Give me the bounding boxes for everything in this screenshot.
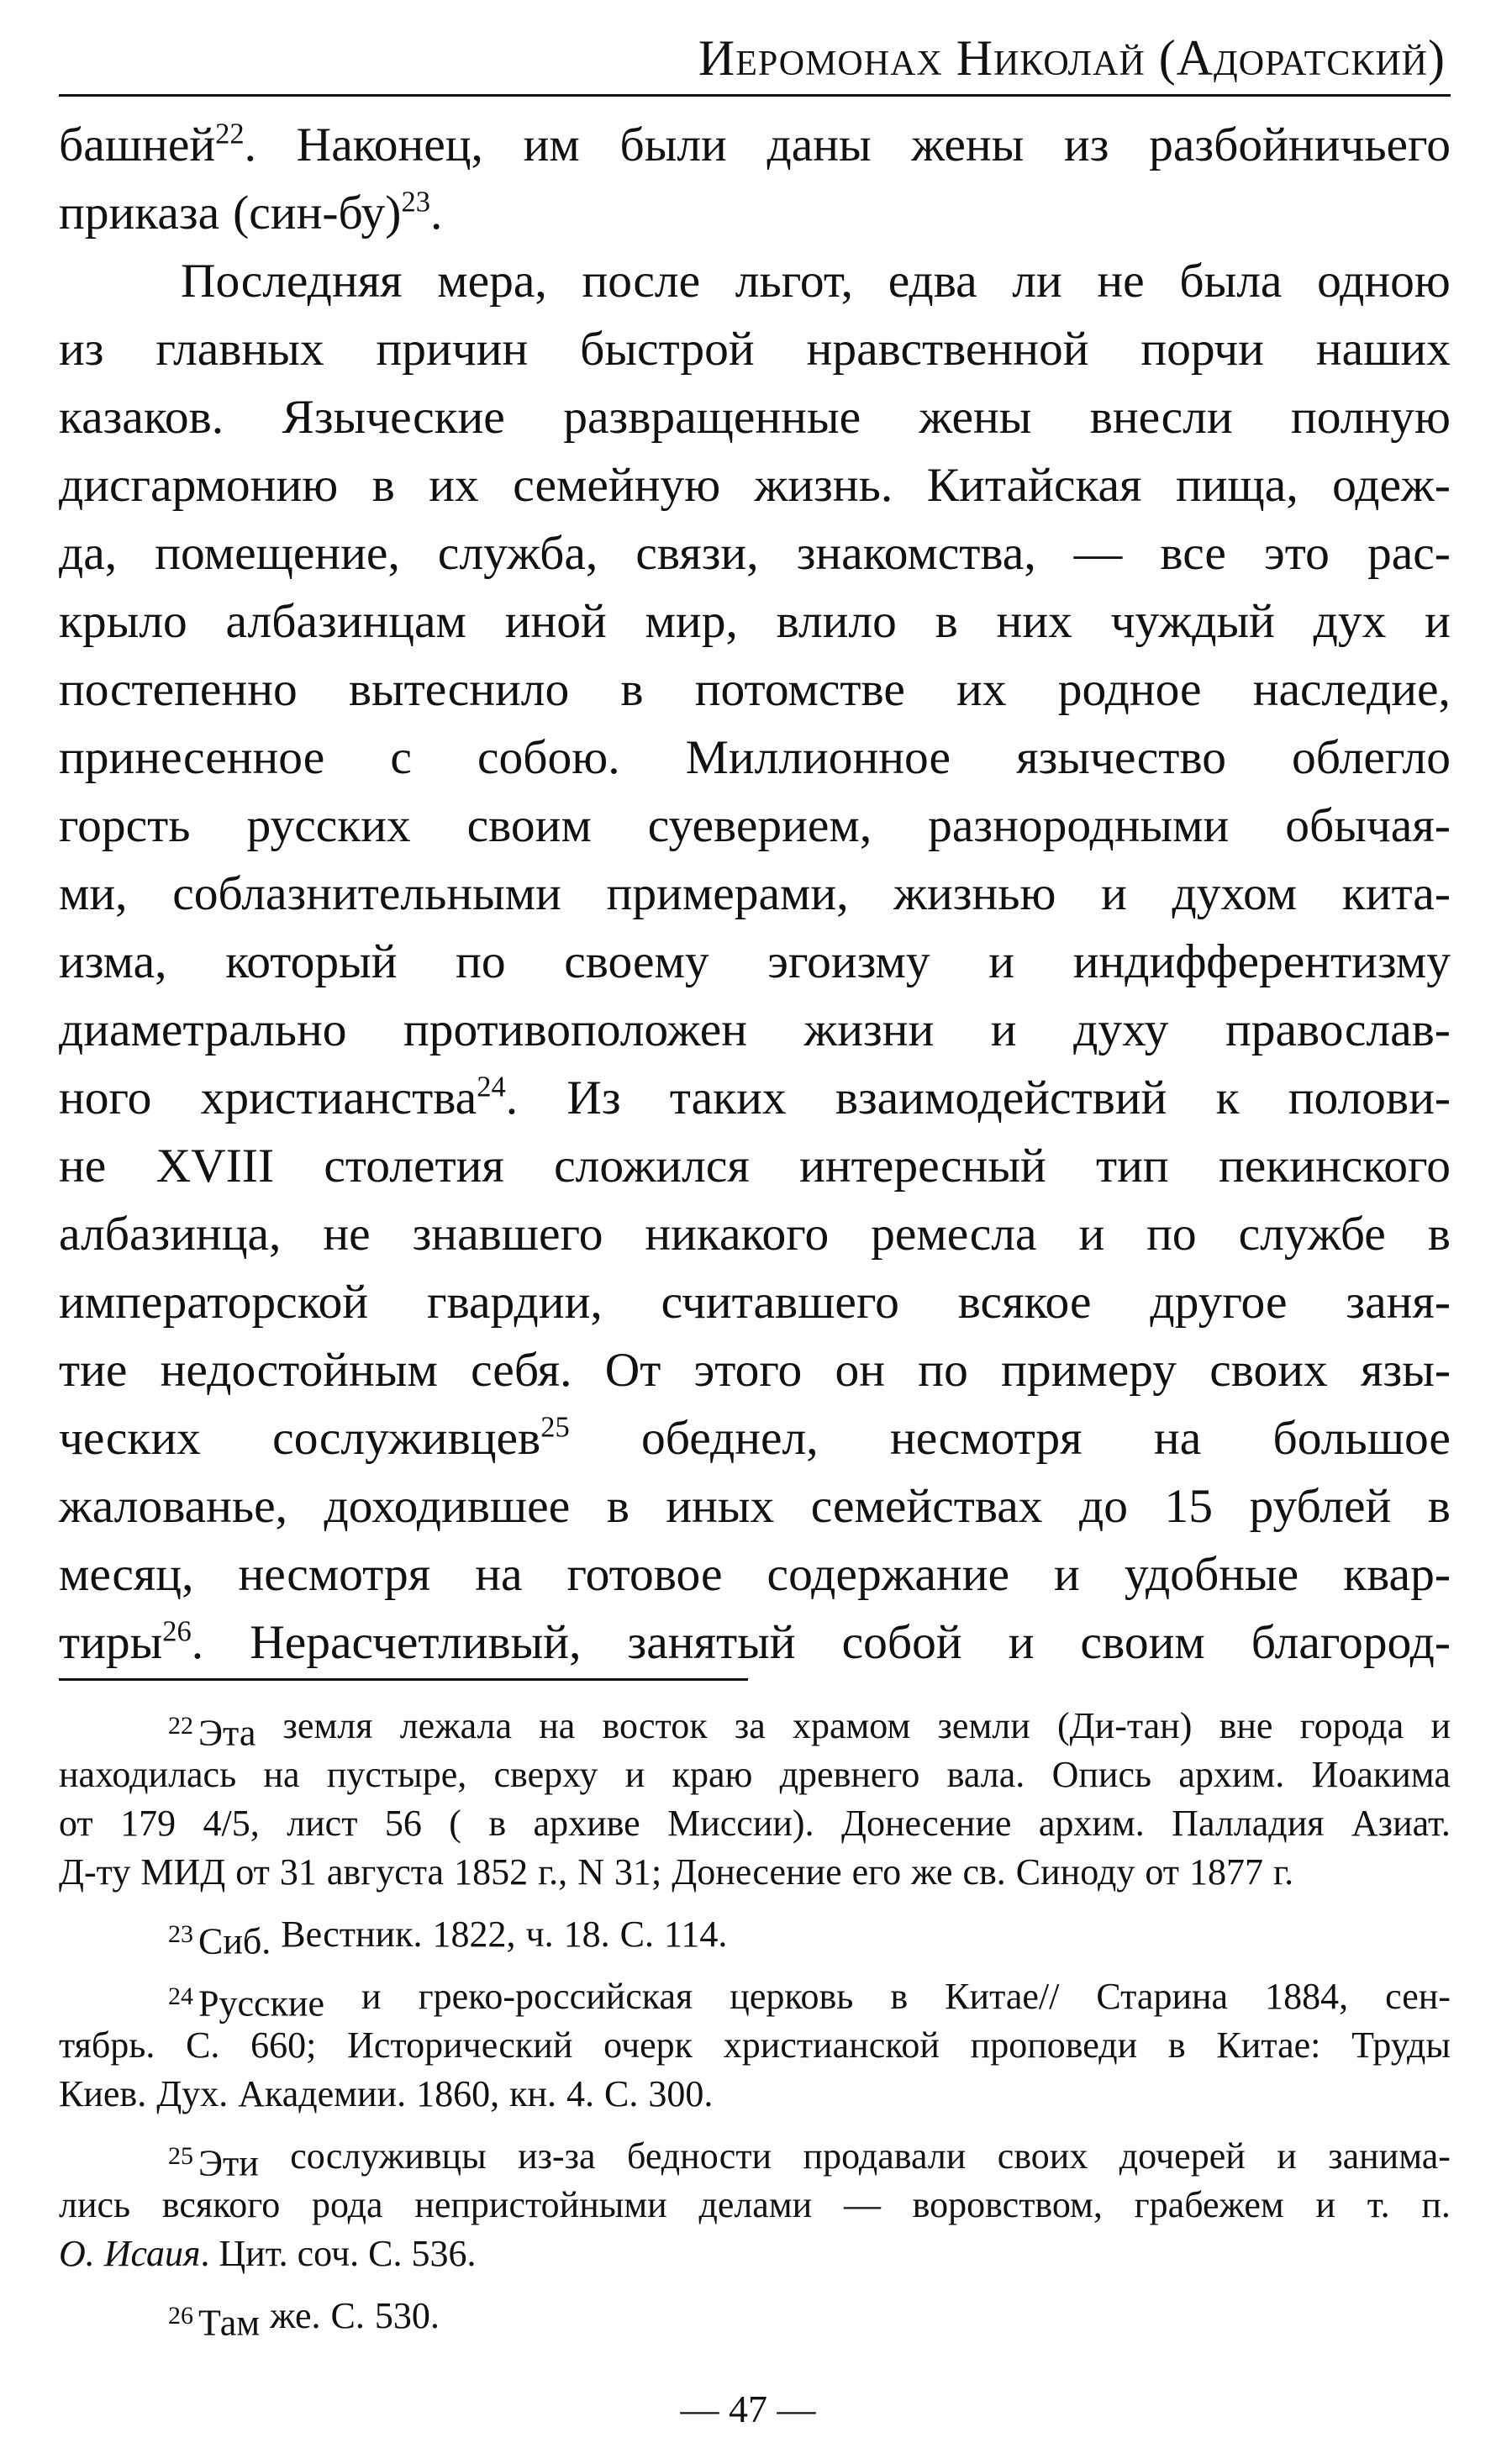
text-line: Последняя мера, после льгот, едва ли не была одною (181, 255, 1451, 308)
header-rule (59, 94, 1451, 97)
text-line: принесенное с собою. Миллионное язычество облегло (59, 731, 1451, 784)
text-line: постепенно вытеснило в потомстве их родное наследие, (59, 663, 1451, 716)
footnote-ref: 23 (401, 186, 430, 218)
footnote-ref: 25 (540, 1411, 570, 1444)
footnote-23: $^{23}$ Сиб. Вестник. 1822, ч. 18. С. 114. (168, 1914, 728, 1962)
text-line: ного христианства$^{24}$. Из таких взаимодействий к полови- (59, 1071, 1451, 1124)
footnotes (59, 1702, 1451, 2354)
text-line: крыло албазинцам иной мир, влило в них чуждый дух и (59, 595, 1451, 648)
footnote-number: 24 (168, 1982, 193, 2010)
text-line: ческих сослуживцев$^{25}$ обеднел, несмотря на большое (59, 1411, 1451, 1465)
footnote-22: $^{22}$ Эта земля лежала на восток за храмом земли (Ди-тан) вне города и находилась на пустыре, сверху и краю древнего вала. Опись архим. Иоакима от 179 4/5, лист 56 ( в архиве Миссии). Донесение архим. Палладия Азиат. Д-ту МИД от 31 августа 1852 г., N 31; Донесение его же св. Синоду от 1877 г. (59, 1705, 1451, 1893)
text-line: жалованье, доходившее в иных семействах до 15 рублей в (59, 1480, 1451, 1533)
page-number: — 47 — (680, 2388, 816, 2430)
text-line: тие недостойным себя. От этого он по примеру своих язы- (59, 1344, 1451, 1397)
text-line: императорской гвардии, считавшего всякое другое заня- (59, 1276, 1451, 1329)
text-line: дисгармонию в их семейную жизнь. Китайская пища, одеж- (59, 459, 1451, 512)
running-header: Иеромонах Николай (Адоратский) (698, 30, 1446, 86)
text-line: ми, соблазнительными примерами, жизнью и духом кита- (59, 867, 1451, 920)
text-line: не XVIII столетия сложился интересный тип пекинского (59, 1140, 1451, 1193)
text-line: приказа $(син-бу)^{23}$. (59, 186, 443, 240)
text-line: месяц, несмотря на готовое содержание и удобные квар- (59, 1548, 1451, 1601)
text-line: диаметрально противоположен жизни и духу православ- (59, 1003, 1451, 1056)
text-line: башней$^{22}$. Наконец, им были даны жены из разбойничьего (59, 118, 1451, 171)
footnote-ref: 24 (477, 1071, 506, 1103)
text-line: изма, который по своему эгоизму и индифферентизму (59, 935, 1451, 988)
footnote-26: $^{26}$ Там же. С. 530. (168, 2295, 440, 2344)
footnote-ref: 26 (162, 1615, 192, 1648)
text-line: да, помещение, служба, связи, знакомства, — все это рас- (59, 527, 1451, 580)
text-line: казаков. Языческие развращенные жены внесли полную (59, 391, 1451, 444)
text-line: горсть русских своим суеверием, разнородными обычая- (59, 799, 1451, 852)
text-line: тиры$^{26}$. Нерасчетливый, занятый собой и своим благород- (59, 1615, 1451, 1669)
text-line: из главных причин быстрой нравственной порчи наших (59, 323, 1451, 376)
footnote-number: 23 (168, 1920, 193, 1948)
footnote-number: 22 (168, 1712, 193, 1740)
footnote-separator (59, 1678, 748, 1681)
text-line: албазинца, не знавшего никакого ремесла и по службе в (59, 1208, 1451, 1261)
footnote-ref: 22 (215, 118, 245, 150)
footnote-25: $^{25}$ Эти сослуживцы из-за бедности продавали своих дочерей и занима- лись всякого рода непристойными делами — воровством, грабежем и т. п. О. Исаия . Цит. соч. С. 536. (59, 2135, 1451, 2274)
footnote-number: 25 (168, 2142, 193, 2170)
main-text (59, 111, 1451, 1677)
footnote-24: $^{24}$ Русские и греко-российская церковь в Китае// Старина 1884, сен- тябрь. С. 660; Исторический очерк христианской проповеди в Китае: Труды Киев. Дух. Академии. 1860, кн. 4. С. 300. (59, 1976, 1451, 2114)
footnote-number: 26 (168, 2302, 193, 2330)
